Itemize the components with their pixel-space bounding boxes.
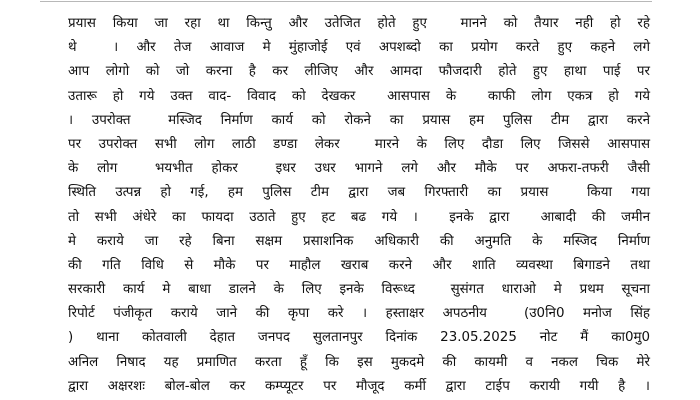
document-line: थे । और तेज आवाज मे मुंहाजोई एवं अपशब्दो का प्रयोग करते हुए कहने लगे xyxy=(68,40,650,56)
document-body xyxy=(68,12,658,399)
document-line: तो सभी अंधेरे का फायदा उठाते हुए हट बढ गये । इनके द्वारा आबादी की जमीन xyxy=(68,209,650,225)
document-line: । उपरोक्त मस्जिद निर्माण कार्य को रोकने का प्रयास हम पुलिस टीम द्वारा करने xyxy=(68,112,650,128)
document-line: द्वारा अक्षरशः बोल-बोल कर कम्प्यूटर पर मौजूद कर्मी द्वारा टाईप करायी गयी है । xyxy=(68,378,650,394)
document-line: अनिल निषाद यह प्रमाणित करता हूँ कि इस मुकदमे की कायमी व नकल चिक मेरे xyxy=(68,354,650,370)
document-line: ) थाना कोतवाली देहात जनपद सुलतानपुर दिनांक 23.05.2025 नोट मैं का0मु0 xyxy=(68,330,650,346)
document-line: मे कराये जा रहे बिना सक्षम प्रसाशनिक अधिकारी की अनुमति के मस्जिद निर्माण xyxy=(68,233,650,249)
document-line: पर उपरोक्त सभी लोग लाठी डण्डा लेकर मारने के लिए दौडा लिए जिससे आसपास xyxy=(68,136,650,152)
document-line: के लोग भयभीत होकर इधर उधर भागने लगे और मौके पर अफरा-तफरी जैसी xyxy=(68,161,650,177)
document-line: स्थिति उत्पन्न हो गई, हम पुलिस टीम द्वारा जब गिरफ्तारी का प्रयास किया गया xyxy=(68,185,650,201)
document-line: आप लोगो को जो करना है कर लीजिए और आमदा फौजदारी होते हुए हाथा पाई पर xyxy=(68,64,650,80)
document-line: सरकारी कार्य मे बाधा डालने के लिए इनके विरूध्द सुसंगत धाराओ मे प्रथम सूचना xyxy=(68,282,650,298)
document-line: उतारू हो गये उक्त वाद- विवाद को देखकर आसपास के काफी लोग एकत्र हो गये xyxy=(68,88,650,104)
document-line: की गति विधि से मौके पर माहौल खराब करने और शाति व्यवस्था बिगाडने तथा xyxy=(68,257,650,273)
document-line: रिपोर्ट पंजीकृत कराये जाने की कृपा करे । हस्ताक्षर अपठनीय (उ0नि0 मनोज सिंह xyxy=(68,306,650,322)
document-line: प्रयास किया जा रहा था किन्तु और उतेजित होते हुए मानने को तैयार नही हो रहे xyxy=(68,16,650,31)
page-top-divider xyxy=(40,1,652,2)
